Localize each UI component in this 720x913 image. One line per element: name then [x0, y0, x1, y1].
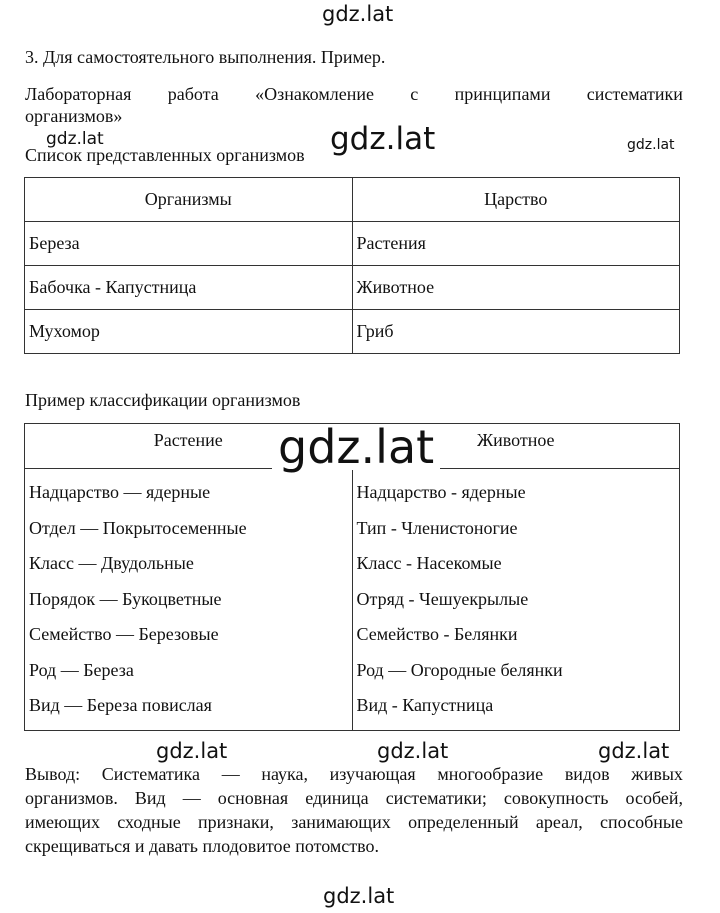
table-row	[25, 469, 680, 731]
conclusion-line-2	[25, 788, 683, 810]
conclusion-line-4: скрещиваться и давать плодовитое потомство.	[25, 836, 380, 856]
animal-rank: Род — Огородные белянки	[356, 659, 563, 680]
list-caption: Список представленных организмов	[25, 145, 305, 165]
conclusion-word: организмов.	[25, 788, 118, 808]
conclusion-line-3	[25, 812, 683, 834]
conclusion-word: наука,	[261, 764, 309, 784]
conclusion-word: —	[221, 764, 240, 784]
table-row	[25, 310, 680, 354]
conclusion-word: признаки,	[198, 812, 274, 832]
conclusion-word: имеющих	[25, 812, 100, 832]
kingdom-cell: Растения	[352, 222, 680, 266]
conclusion-word: единица	[305, 788, 369, 808]
animal-rank: Семейство - Белянки	[356, 624, 518, 644]
watermark-small-left: gdz.lat	[46, 129, 104, 149]
plant-rank: Класс — Двудольные	[29, 553, 194, 573]
header-plant: Растение	[25, 424, 353, 469]
plant-rank: Род — Береза	[29, 659, 134, 680]
plant-rank: Вид — Береза повислая	[29, 695, 212, 715]
animal-rank: Класс - Насекомые	[356, 553, 502, 573]
example-caption: Пример классификации организмов	[25, 390, 301, 410]
kingdom-cell: Гриб	[352, 310, 680, 354]
plant-rank: Порядок — Букоцветные	[29, 588, 222, 609]
plant-rank: Отдел — Покрытосеменные	[29, 517, 247, 538]
conclusion-word: Вид	[134, 788, 166, 808]
lab-title-word: принципами	[454, 84, 551, 104]
plant-rank: Надцарство — ядерные	[29, 482, 211, 502]
conclusion-word: занимающих	[291, 812, 391, 832]
lab-title-word: работа	[167, 84, 219, 104]
watermark-mid-large: gdz.lat	[330, 121, 436, 157]
animal-rank: Вид - Капустница	[356, 695, 494, 715]
lab-title-word: с	[410, 84, 419, 104]
watermark-small-right: gdz.lat	[627, 137, 675, 153]
organism-cell: Мухомор	[25, 310, 353, 354]
conclusion-word: особей,	[625, 788, 683, 808]
header-organisms: Организмы	[25, 178, 353, 222]
watermark-row-middle: gdz.lat	[377, 739, 449, 763]
conclusion-word: многообразие	[437, 764, 544, 784]
header-animal: Животное	[352, 424, 680, 469]
conclusion-word: —	[182, 788, 201, 808]
conclusion-line-1	[25, 764, 683, 786]
animal-rank: Тип - Членистоногие	[356, 517, 518, 538]
lab-title-word: Лабораторная	[25, 84, 132, 104]
lab-title-word: «Ознакомление	[255, 84, 374, 104]
conclusion-word: способные	[600, 812, 683, 832]
organism-cell: Береза	[25, 222, 353, 266]
watermark-row-right: gdz.lat	[598, 739, 670, 763]
watermark-bottom: gdz.lat	[323, 884, 395, 908]
conclusion-word: живых	[631, 764, 683, 784]
lab-title-line-2: организмов»	[25, 106, 123, 126]
plant-rank: Семейство — Березовые	[29, 624, 219, 644]
conclusion-word: определенный	[408, 812, 519, 832]
conclusion-word: Систематика	[101, 764, 201, 784]
plant-classification-cell	[25, 469, 353, 731]
conclusion-word: ареал,	[535, 812, 583, 832]
organism-cell: Бабочка - Капустница	[25, 266, 353, 310]
table-row	[25, 222, 680, 266]
task-header: 3. Для самостоятельного выполнения. Пример.	[25, 47, 386, 67]
conclusion-word: Вывод:	[25, 764, 81, 784]
conclusion-word: сходные	[117, 812, 181, 832]
kingdom-cell: Животное	[352, 266, 680, 310]
table-header-row	[25, 178, 680, 222]
header-kingdom: Царство	[352, 178, 680, 222]
animal-rank: Надцарство - ядерные	[356, 482, 526, 502]
watermark-center-large: gdz.lat	[272, 424, 440, 470]
lab-title-word: систематики	[586, 84, 683, 104]
watermark-top: gdz.lat	[322, 2, 394, 26]
conclusion-word: видов	[564, 764, 610, 784]
animal-classification-cell	[352, 469, 680, 731]
conclusion-word: основная	[217, 788, 289, 808]
organisms-table	[24, 177, 680, 354]
conclusion-word: систематики;	[385, 788, 487, 808]
watermark-row-left: gdz.lat	[156, 739, 228, 763]
animal-rank: Отряд - Чешуекрылые	[356, 588, 529, 609]
lab-title-line-1	[25, 84, 683, 106]
conclusion-word: изучающая	[329, 764, 416, 784]
table-row	[25, 266, 680, 310]
conclusion-word: совокупность	[503, 788, 609, 808]
